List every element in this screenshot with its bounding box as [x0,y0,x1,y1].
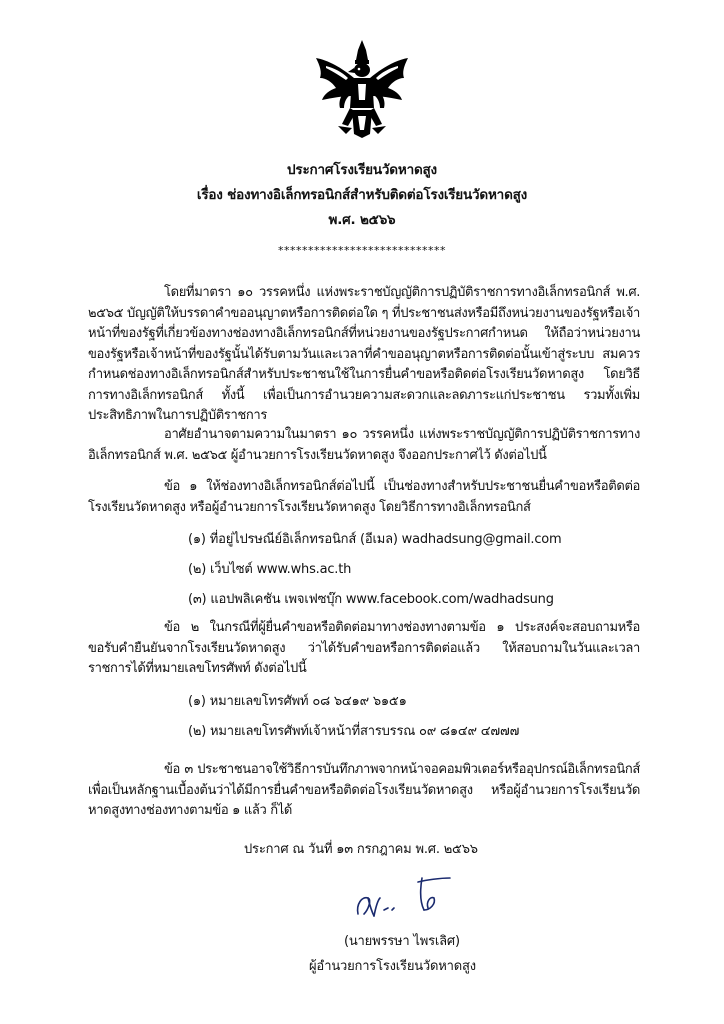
channel-facebook: (๓) แอปพลิเคชัน เพจเฟซบุ๊ก www.facebook.com/wadhadsung [188,592,554,607]
garuda-emblem-icon [312,38,412,140]
channel-website: (๒) เว็บไซต์ www.whs.ac.th [188,562,352,577]
phone-main: (๑) หมายเลขโทรศัพท์ ๐๘ ๖๔๑๙ ๖๑๕๑ [188,694,407,709]
channel-email: (๑) ที่อยู่ไปรษณีย์อิเล็กทรอนิกส์ (อีเมล) wadhadsung@gmail.com [188,532,562,547]
phone-officer: (๒) หมายเลขโทรศัพท์เจ้าหน้าที่สารบรรณ ๐๙ ๘๑๔๙ ๔๗๗๗ [188,724,520,739]
paragraph-preamble: โดยที่มาตรา ๑๐ วรรคหนึ่ง แห่งพระราชบัญญัติการปฏิบัติราชการทางอิเล็กทรอนิกส์ พ.ศ. ๒๕๖๕ บัญญัติให้บรรดาคำขออนุญาตหรือการติดต่อใด ๆ ที่ประชาชนส่งหรือมีถึงหน่วยงานของรัฐหรือเจ้าหน้าที่ของรัฐที่เกี่ยวข้องทางช่องทางอิเล็กทรอนิกส์ที่หน่วยงานของรัฐประกาศกำหนด ให้ถือว่าหน่วยงานของรัฐหรือเจ้าหน้าที่ของรัฐนั้นได้รับตามวันและเวลาที่คำขออนุญาตหรือการติดต่อนั้นเข้าสู่ระบบ สมควรกำหนดช่องทางอิเล็กทรอนิกส์สำหรับประชาชนใช้ในการยื่นคำขอหรือติดต่อโรงเรียนวัดหาดสูง โดยวิธีการทางอิเล็กทรอนิกส์ ทั้งนี้ เพื่อเป็นการอำนวยความสะดวกและลดภาระแก่ประชาชน รวมทั้งเพิ่มประสิทธิภาพในการปฏิบัติราชการ [88,285,640,423]
paragraph-authority: อาศัยอำนาจตามความในมาตรา ๑๐ วรรคหนึ่ง แห่งพระราชบัญญัติการปฏิบัติราชการทางอิเล็กทรอนิกส์ พ.ศ. ๒๕๖๕ ผู้อำนวยการโรงเรียนวัดหาดสูง จึงออกประกาศไว้ ดังต่อไปนี้ [88,427,640,463]
paragraph-clause-3: ข้อ ๓ ประชาชนอาจใช้วิธีการบันทึกภาพจากหน้าจอคอมพิวเตอร์หรืออุปกรณ์อิเล็กทรอนิกส์ เพื่อเป็นหลักฐานเบื้องต้นว่าได้มีการยื่นคำขอหรือติดต่อโรงเรียนวัดหาดสูง หรือผู้อำนวยการโรงเรียนวัดหาดสูงทางช่องทางตามข้อ ๑ แล้ว ก็ได้ [88,762,640,818]
announcement-subject: เรื่อง ช่องทางอิเล็กทรอนิกส์สำหรับติดต่อโรงเรียนวัดหาดสูง [196,187,528,203]
announcement-year: พ.ศ. ๒๕๖๖ [328,212,396,228]
paragraph-clause-2: ข้อ ๒ ในกรณีที่ผู้ยื่นคำขอหรือติดต่อมาทางช่องทางตามข้อ ๑ ประสงค์จะสอบถามหรือขอรับคำยืนยันจากโรงเรียนวัดหาดสูง ว่าได้รับคำขอหรือการติดต่อแล้ว ให้สอบถามในวันและเวลาราชการได้ที่หมายเลขโทรศัพท์ ดังต่อไปนี้ [88,620,640,676]
signatory-position: ผู้อำนวยการโรงเรียนวัดหาดสูง [309,959,476,974]
signature-icon [350,870,470,926]
announcement-date: ประกาศ ณ วันที่ ๑๓ กรกฎาคม พ.ศ. ๒๕๖๖ [244,842,478,857]
signatory-name: (นายพรรษา ไพรเลิศ) [344,934,460,949]
separator: **************************** [278,244,446,257]
announcement-title: ประกาศโรงเรียนวัดหาดสูง [287,162,437,178]
paragraph-clause-1: ข้อ ๑ ให้ช่องทางอิเล็กทรอนิกส์ต่อไปนี้ เป็นช่องทางสำหรับประชาชนยื่นคำขอหรือติดต่อโรงเรียนวัดหาดสูง หรือผู้อำนวยการโรงเรียนวัดหาดสูง โดยวิธีการทางอิเล็กทรอนิกส์ [88,479,640,515]
